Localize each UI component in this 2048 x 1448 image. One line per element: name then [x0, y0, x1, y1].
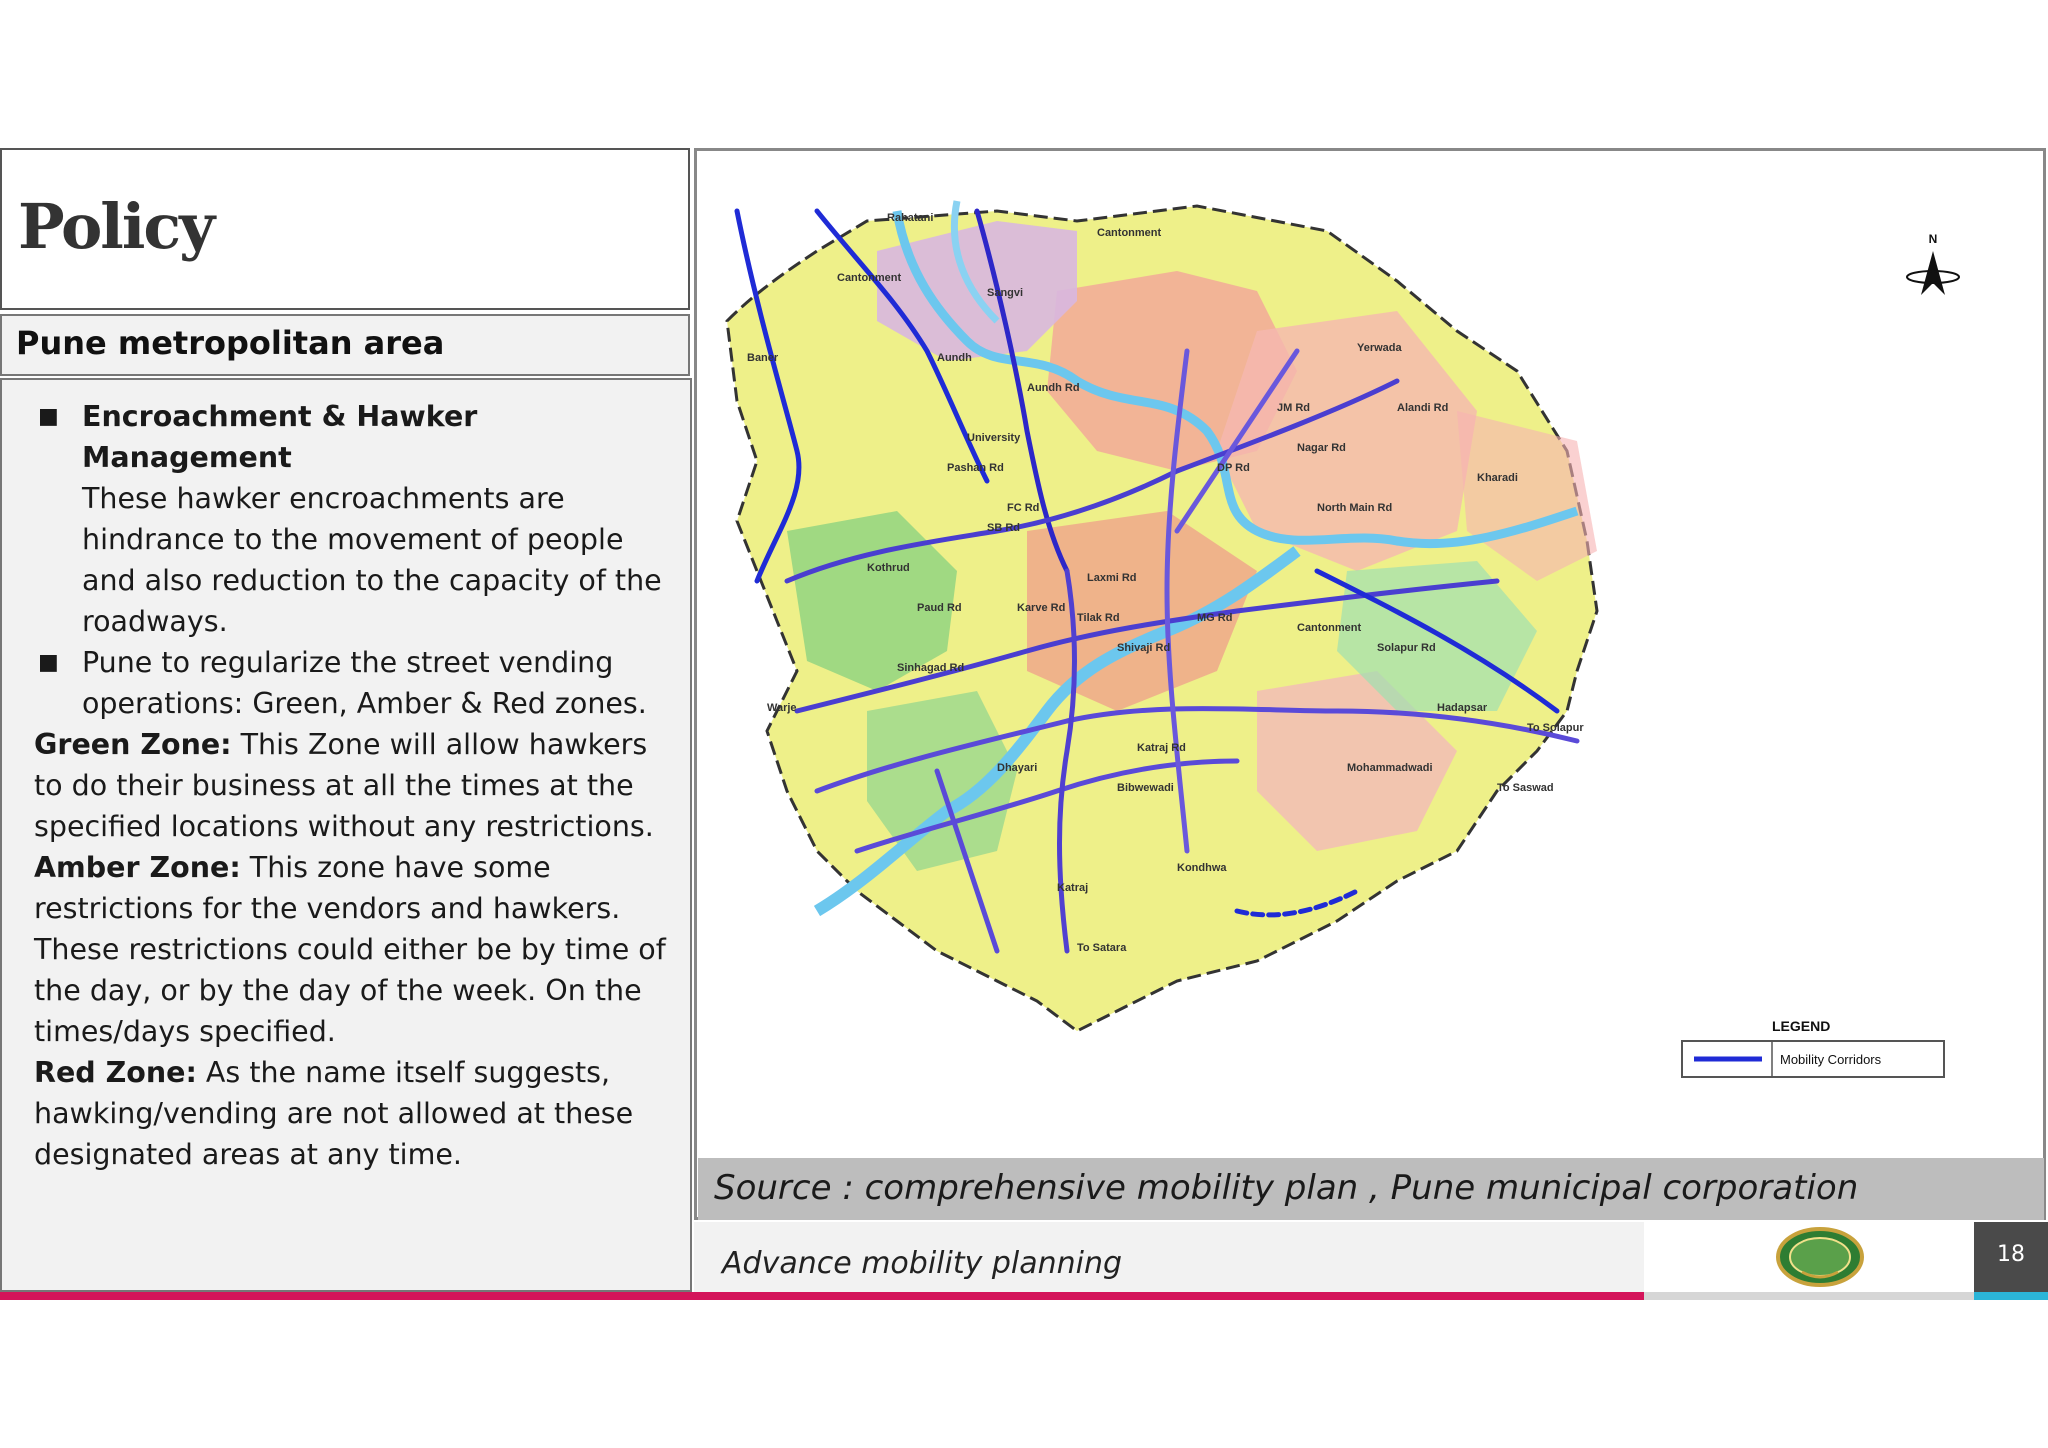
map-label: University	[967, 432, 1021, 444]
map-label: Yerwada	[1357, 342, 1402, 354]
zone-paragraph	[34, 724, 682, 847]
slide-subtitle: Pune metropolitan area	[16, 324, 445, 362]
map-label: Katraj	[1057, 882, 1089, 894]
slide-title: Policy	[18, 190, 214, 263]
map-label: MG Rd	[1197, 612, 1233, 624]
map-label: North Main Rd	[1317, 502, 1393, 514]
zone-label: Red Zone:	[34, 1056, 197, 1089]
source-bar	[698, 1158, 2044, 1220]
map-label: Sangvi	[987, 287, 1024, 299]
footer-rule-red	[0, 1292, 1644, 1300]
zone-text: This zone have some restrictions for the vendors and hawkers. These restrictions could either be by time of the day, or by the day of the week. On the times/days specified.	[34, 851, 666, 1048]
page-number: 18	[1997, 1242, 2025, 1267]
footer-rule-cyan	[1974, 1292, 2048, 1300]
map-label: Baner	[747, 352, 779, 364]
map-label: Shivaji Rd	[1117, 642, 1171, 654]
emblem-logo	[1772, 1226, 1868, 1288]
map-label: Aundh	[937, 352, 972, 364]
map-label: To Solapur	[1527, 722, 1584, 734]
zone-text: This Zone will allow hawkers to do their business at all the times at the specified locations without any restrictions.	[34, 728, 654, 843]
footer-label: Advance mobility planning	[722, 1246, 1123, 1281]
map-label: Cantonment	[837, 272, 902, 284]
subtitle-box	[0, 314, 690, 376]
map-label: Aundh Rd	[1027, 382, 1080, 394]
legend-item: Mobility Corridors	[1780, 1052, 1882, 1067]
map-label: Rahatani	[887, 212, 934, 224]
zone-paragraph	[34, 1052, 682, 1175]
map-label: Paud Rd	[917, 602, 962, 614]
map-label: Tilak Rd	[1077, 612, 1120, 624]
map-label: Karve Rd	[1017, 602, 1066, 614]
page-number-box	[1974, 1222, 2048, 1292]
legend-title: LEGEND	[1772, 1018, 1831, 1034]
zone-label: Amber Zone:	[34, 851, 241, 884]
map-label: Cantonment	[1097, 227, 1162, 239]
bullet-heading: Encroachment & Hawker Management	[82, 400, 478, 474]
north-label: N	[1928, 232, 1938, 246]
bullet-item	[34, 642, 682, 724]
map-label: Cantonment	[1297, 622, 1362, 634]
map-label: Sinhagad Rd	[897, 662, 965, 674]
map-label: Solapur Rd	[1377, 642, 1436, 654]
map-label: Kondhwa	[1177, 862, 1227, 874]
map-label: To Saswad	[1497, 782, 1554, 794]
map-label: Kothrud	[867, 562, 910, 574]
source-text: Source : comprehensive mobility plan , Pune municipal corporation	[714, 1168, 1859, 1208]
map-frame	[694, 148, 2046, 1220]
map-label: SB Rd	[987, 522, 1020, 534]
map-label: Katraj Rd	[1137, 742, 1186, 754]
map-label: Mohammadwadi	[1347, 762, 1433, 774]
map-label: DP Rd	[1217, 462, 1250, 474]
map-label: Dhayari	[997, 762, 1038, 774]
zone-text: As the name itself suggests, hawking/vending are not allowed at these designated areas at any time.	[34, 1056, 634, 1171]
map-legend	[1682, 1018, 1944, 1077]
footer-rule-grey	[1644, 1292, 1974, 1300]
bullet-text: These hawker encroachments are hindrance to the movement of people and also reduction to the capacity of the roadways.	[82, 482, 662, 638]
body-panel	[0, 378, 692, 1292]
bullet-item	[34, 396, 682, 642]
north-arrow-icon	[1907, 232, 1959, 295]
map-label: Kharadi	[1477, 472, 1518, 484]
map-label: FC Rd	[1007, 502, 1040, 514]
zone-label: Green Zone:	[34, 728, 232, 761]
map-label: Bibwewadi	[1117, 782, 1174, 794]
pune-map	[697, 151, 2043, 1157]
map-label: Warje	[767, 702, 797, 714]
map-label: Pashan Rd	[947, 462, 1004, 474]
map-label: Hadapsar	[1437, 702, 1488, 714]
map-label: Nagar Rd	[1297, 442, 1346, 454]
map-label: Alandi Rd	[1397, 402, 1449, 414]
bullet-text: Pune to regularize the street vending operations: Green, Amber & Red zones.	[82, 646, 647, 720]
map-label: JM Rd	[1277, 402, 1310, 414]
bullet-marker: ■	[38, 650, 59, 675]
zone-paragraph	[34, 847, 682, 1052]
bullet-marker: ■	[38, 404, 59, 429]
footer-bar	[694, 1222, 1644, 1292]
body-text	[34, 396, 682, 1175]
map-label: Laxmi Rd	[1087, 572, 1137, 584]
map-label: To Satara	[1077, 942, 1127, 954]
title-box	[0, 148, 690, 310]
